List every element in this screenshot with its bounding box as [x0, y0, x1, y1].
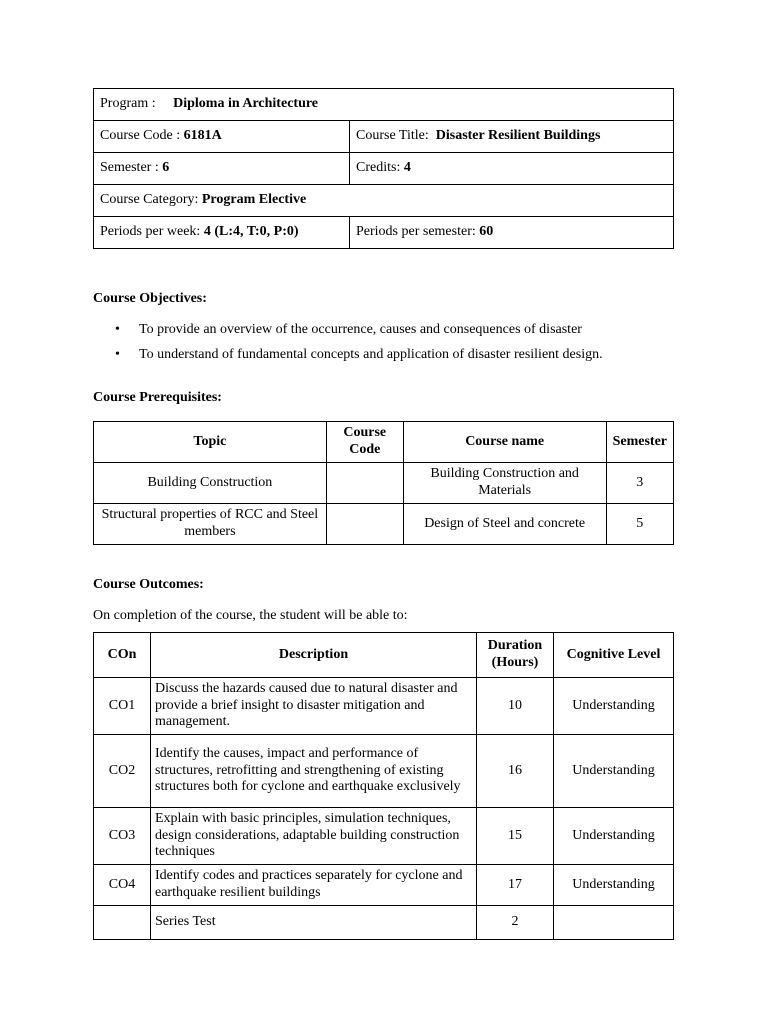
table-cell: CO3 — [94, 808, 151, 865]
column-header: Topic — [94, 422, 327, 463]
periods-week-value: 4 (L:4, T:0, P:0) — [203, 224, 299, 240]
table-header-row — [94, 422, 674, 463]
table-cell: Design of Steel and concrete — [403, 504, 606, 545]
column-header: Course name — [403, 422, 606, 463]
table-row — [94, 504, 674, 545]
category-row — [94, 185, 674, 217]
periods-semester-value: 60 — [479, 224, 494, 240]
objective-text: To understand of fundamental concepts and application of disaster resilient design. — [139, 347, 603, 362]
table-cell — [326, 504, 403, 545]
column-header: Description — [151, 633, 477, 678]
credits-label: Credits: — [356, 160, 401, 176]
table-cell: Understanding — [554, 735, 674, 808]
column-header: Semester — [606, 422, 673, 463]
program-row — [94, 89, 674, 121]
outcomes-table — [93, 632, 674, 940]
objectives-heading: Course Objectives: — [93, 291, 207, 306]
table-cell — [326, 463, 403, 504]
table-cell — [554, 906, 674, 940]
table-row — [94, 678, 674, 735]
table-cell: 10 — [477, 678, 554, 735]
course-code-cell — [94, 121, 350, 153]
program-cell — [94, 89, 674, 121]
course-title-label: Course Title: — [356, 128, 429, 144]
program-label: Program : — [100, 96, 156, 112]
table-header-row — [94, 633, 674, 678]
category-cell — [94, 185, 674, 217]
table-cell: Identify the causes, impact and performance of structures, retrofitting and strengthening of existing structures both for cyclone and earthquake exclusively — [151, 735, 477, 808]
bullet-icon: • — [115, 322, 120, 337]
bullet-icon: • — [115, 347, 120, 362]
column-header: Course Code — [326, 422, 403, 463]
list-item — [93, 347, 603, 372]
outcomes-intro: On completion of the course, the student will be able to: — [93, 608, 408, 623]
credits-value: 4 — [403, 160, 411, 176]
table-cell: 2 — [477, 906, 554, 940]
table-cell: Structural properties of RCC and Steel members — [94, 504, 327, 545]
course-title-value: Disaster Resilient Buildings — [435, 128, 601, 144]
table-cell: CO4 — [94, 865, 151, 906]
list-item — [93, 322, 603, 347]
objectives-list — [93, 322, 603, 372]
program-value: Diploma in Architecture — [173, 96, 319, 112]
table-cell: 15 — [477, 808, 554, 865]
category-value: Program Elective — [201, 192, 307, 208]
course-code-label: Course Code : — [100, 128, 181, 144]
table-cell: Identify codes and practices separately for cyclone and earthquake resilient buildings — [151, 865, 477, 906]
table-cell: Understanding — [554, 678, 674, 735]
table-cell: 17 — [477, 865, 554, 906]
periods-semester-cell — [350, 217, 674, 249]
semester-row — [94, 153, 674, 185]
table-row — [94, 735, 674, 808]
table-row — [94, 808, 674, 865]
column-header: Cognitive Level — [554, 633, 674, 678]
credits-cell — [350, 153, 674, 185]
table-cell — [94, 906, 151, 940]
periods-row — [94, 217, 674, 249]
table-cell: Explain with basic principles, simulation techniques, design considerations, adaptable building construction techniques — [151, 808, 477, 865]
periods-week-label: Periods per week: — [100, 224, 201, 240]
category-label: Course Category: — [100, 192, 199, 208]
table-row — [94, 906, 674, 940]
semester-value: 6 — [162, 160, 170, 176]
table-row — [94, 865, 674, 906]
table-row — [94, 463, 674, 504]
semester-cell — [94, 153, 350, 185]
course-title-cell — [350, 121, 674, 153]
table-cell: 16 — [477, 735, 554, 808]
table-cell: Series Test — [151, 906, 477, 940]
prerequisites-heading: Course Prerequisites: — [93, 390, 222, 405]
periods-week-cell — [94, 217, 350, 249]
course-info-table — [93, 88, 674, 249]
semester-label: Semester : — [100, 160, 159, 176]
table-cell: Understanding — [554, 865, 674, 906]
prerequisites-table — [93, 421, 674, 545]
table-cell: Understanding — [554, 808, 674, 865]
table-cell: 5 — [606, 504, 673, 545]
table-cell: Building Construction — [94, 463, 327, 504]
course-code-value: 6181A — [183, 128, 222, 144]
table-cell: CO1 — [94, 678, 151, 735]
periods-semester-label: Periods per semester: — [356, 224, 476, 240]
outcomes-heading: Course Outcomes: — [93, 577, 204, 592]
objective-text: To provide an overview of the occurrence, causes and consequences of disaster — [139, 322, 582, 337]
course-code-row — [94, 121, 674, 153]
table-cell: CO2 — [94, 735, 151, 808]
column-header: Duration (Hours) — [477, 633, 554, 678]
column-header: COn — [94, 633, 151, 678]
table-cell: Discuss the hazards caused due to natural disaster and provide a brief insight to disaster mitigation and management. — [151, 678, 477, 735]
table-cell: Building Construction and Materials — [403, 463, 606, 504]
table-cell: 3 — [606, 463, 673, 504]
